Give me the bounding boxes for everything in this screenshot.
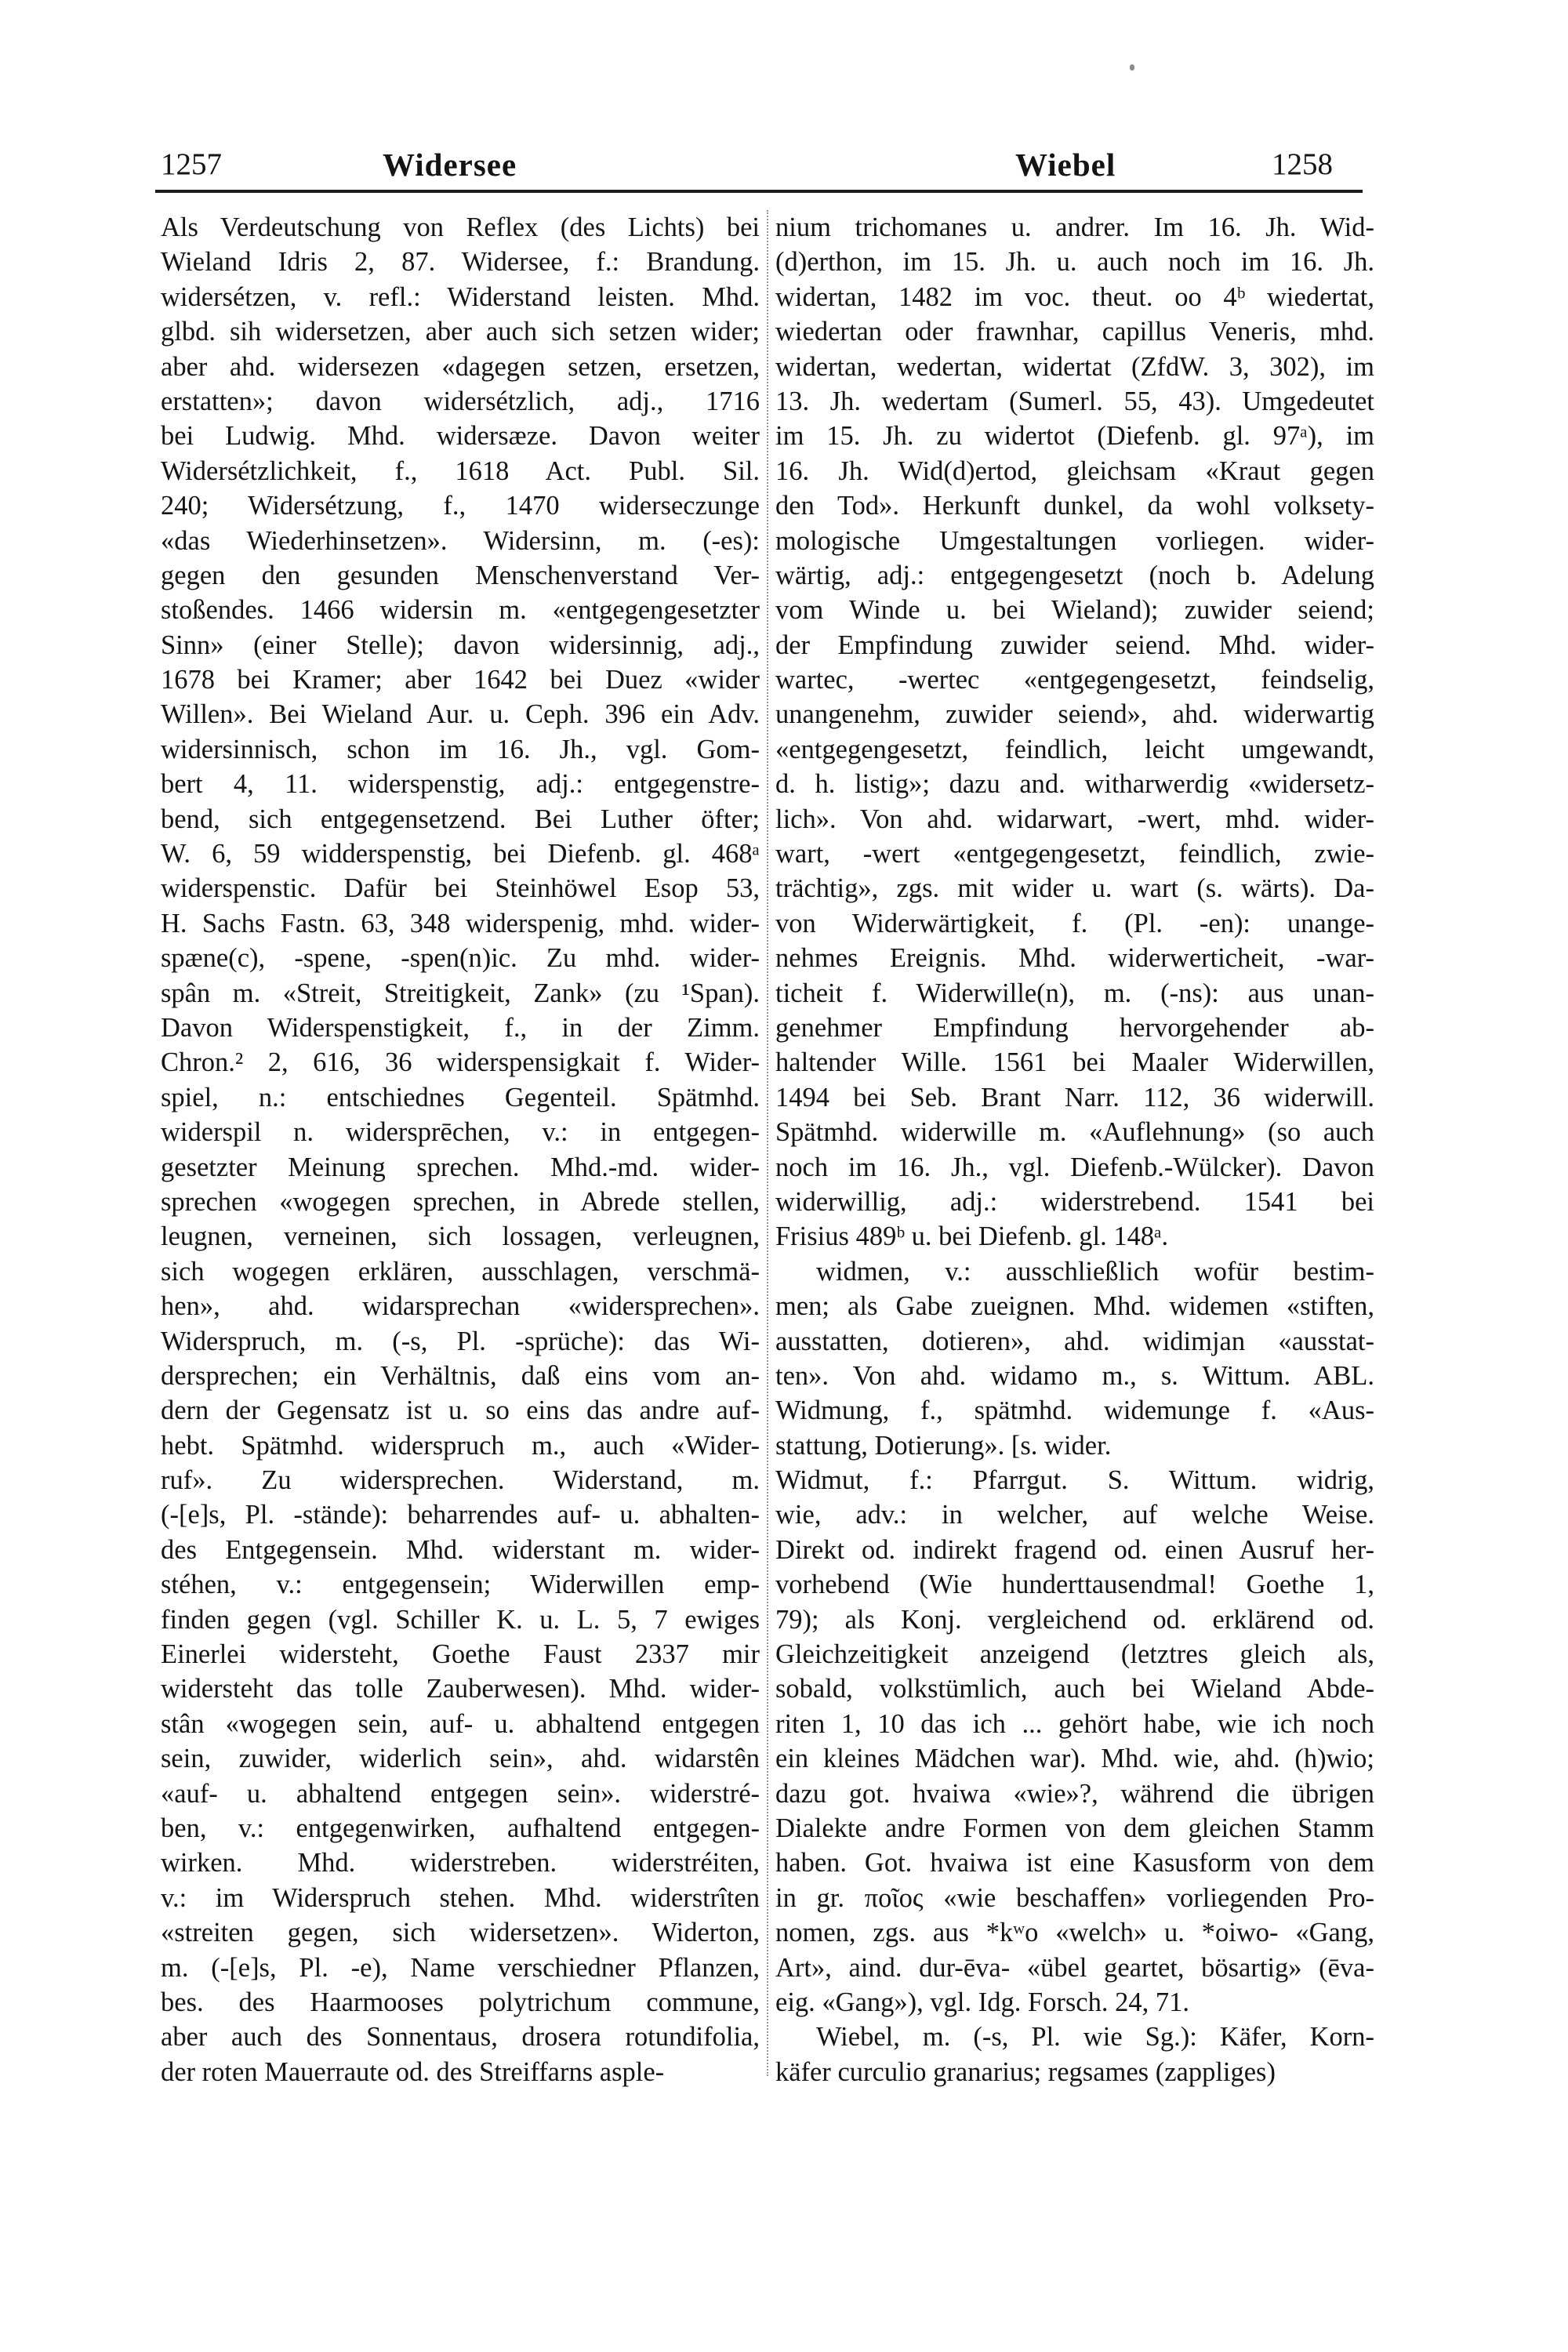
header-rule [155, 190, 1363, 193]
text-line: ben, v.: entgegenwirken, aufhaltend entgegen- [161, 1813, 760, 1843]
text-line: spiel, n.: entschiednes Gegenteil. Spätmhd. [161, 1082, 760, 1112]
text-line: sein, zuwider, widerlich sein», ahd. widarstên [161, 1744, 760, 1774]
text-line: widersinnisch, schon im 16. Jh., vgl. Gom- [161, 734, 760, 764]
text-line: widerspil n. widersprēchen, v.: in entgegen- [161, 1117, 760, 1148]
text-line: erstatten»; davon widersétzlich, adj., 1716 [161, 386, 760, 416]
text-line: nium trichomanes u. andrer. Im 16. Jh. Wid- [775, 212, 1374, 242]
text-line: genehmer Empfindung hervorgehender ab- [775, 1012, 1374, 1043]
text-line: stattung, Dotierung». [s. wider. [775, 1430, 1112, 1461]
text-line: leugnen, verneinen, sich lossagen, verleugnen, [161, 1221, 760, 1252]
text-line: wirken. Mhd. widerstreben. widerstréiten, [161, 1848, 760, 1878]
text-line: in gr. ποῖος «wie beschaffen» vorliegenden Pro- [775, 1882, 1374, 1913]
text-line: widerwillig, adj.: widerstrebend. 1541 bei [775, 1186, 1374, 1217]
text-line: spæne(c), -spene, -spen(n)ic. Zu mhd. wider- [161, 943, 760, 974]
print-speck [1130, 64, 1134, 71]
text-line: gegen den gesunden Menschenverstand Ver- [161, 560, 760, 590]
text-line: finden gegen (vgl. Schiller K. u. L. 5, 7 ewiges [161, 1604, 760, 1635]
text-line: wart, -wert «entgegengesetzt, feindlich, zwie- [775, 839, 1374, 869]
text-line: mologische Umgestaltungen vorliegen. wider- [775, 525, 1374, 556]
text-line: Art», aind. dur-ēva- «übel geartet, bösartig» (ēva- [775, 1952, 1374, 1983]
text-line: im 15. Jh. zu widertot (Diefenb. gl. 97ᵃ), im [775, 421, 1374, 452]
text-line: riten 1, 10 das ich ... gehört habe, wie ich noch [775, 1708, 1374, 1739]
text-line: Wiebel, m. (-s, Pl. wie Sg.): Käfer, Korn- [816, 2022, 1374, 2053]
text-line: den Tod». Herkunft dunkel, da wohl volksety- [775, 491, 1374, 521]
column-divider [767, 210, 769, 2076]
text-line: 16. Jh. Wid(d)ertod, gleichsam «Kraut gegen [775, 456, 1374, 486]
text-line: Davon Widerspenstigkeit, f., in der Zimm. [161, 1012, 760, 1043]
text-line: dern der Gegensatz ist u. so eins das andre auf- [161, 1396, 760, 1426]
text-line: nomen, zgs. aus *kʷo «welch» u. *oiwo- «Gang, [775, 1918, 1374, 1948]
right-column [775, 210, 1374, 2089]
text-line: (-[e]s, Pl. -stände): beharrendes auf- u. abhalten- [161, 1500, 760, 1530]
text-line: der roten Mauerraute od. des Streiffarns asple- [161, 2056, 665, 2087]
left-column [161, 210, 760, 2089]
text-line: Dialekte andre Formen von dem gleichen Stamm [775, 1813, 1374, 1843]
text-line: aber auch des Sonnentaus, drosera rotundifolia, [161, 2022, 760, 2053]
text-line: trächtig», zgs. mit wider u. wart (s. wärts). Da- [775, 873, 1374, 904]
text-line: widertan, wedertan, widertat (ZfdW. 3, 302), im [775, 351, 1374, 382]
text-line: 13. Jh. wedertam (Sumerl. 55, 43). Umgedeutet [775, 386, 1374, 416]
text-line: käfer curculio granarius; regsames (zappliges) [775, 2056, 1276, 2087]
text-line: sich wogegen erklären, ausschlagen, verschmä- [161, 1256, 760, 1287]
text-line: dersprechen; ein Verhältnis, daß eins vom an- [161, 1360, 760, 1391]
text-line: widersétzen, v. refl.: Widerstand leisten. Mhd. [161, 281, 760, 312]
text-line: der Empfindung zuwider seiend. Mhd. wider- [775, 630, 1374, 660]
text-line: ausstatten, dotieren», ahd. widimjan «ausstat- [775, 1326, 1374, 1356]
text-line: Willen». Bei Wieland Aur. u. Ceph. 396 ein Adv. [161, 699, 760, 730]
right-page-number: 1258 [1272, 147, 1333, 181]
text-line: «das Wiederhinsetzen». Widersinn, m. (-es): [161, 525, 760, 556]
text-line: bei Ludwig. Mhd. widersæze. Davon weiter [161, 421, 760, 452]
text-line: 240; Widersétzung, f., 1470 widerseczunge [161, 491, 760, 521]
text-line: 1678 bei Kramer; aber 1642 bei Duez «wider [161, 665, 760, 695]
text-line: hebt. Spätmhd. widerspruch m., auch «Wider- [161, 1430, 760, 1461]
text-line: nehmes Ereignis. Mhd. widerwerticheit, -war- [775, 943, 1374, 974]
text-line: d. h. listig»; dazu and. witharwerdig «widersetz- [775, 769, 1374, 800]
text-line: (d)erthon, im 15. Jh. u. auch noch im 16. Jh. [775, 247, 1374, 278]
text-line: Widersétzlichkeit, f., 1618 Act. Publ. Sil. [161, 456, 760, 486]
text-line: aber ahd. widersezen «dagegen setzen, ersetzen, [161, 351, 760, 382]
text-line: Gleichzeitigkeit anzeigend (letztres gleich als, [775, 1639, 1374, 1670]
text-line: von Widerwärtigkeit, f. (Pl. -en): unange- [775, 908, 1374, 938]
text-line: «entgegengesetzt, feindlich, leicht umgewandt, [775, 734, 1374, 764]
text-line: Widerspruch, m. (-s, Pl. -sprüche): das Wi- [161, 1326, 760, 1356]
right-running-headword: Wiebel [1015, 147, 1116, 183]
text-line: Sinn» (einer Stelle); davon widersinnig, adj., [161, 630, 760, 660]
text-line: W. 6, 59 widderspenstig, bei Diefenb. gl. 468ᵃ [161, 839, 760, 869]
text-line: hen», ahd. widarsprechan «widersprechen». [161, 1291, 760, 1322]
text-line: widerspenstic. Dafür bei Steinhöwel Esop 53, [161, 873, 760, 904]
left-running-headword: Widersee [383, 147, 517, 183]
left-page-number: 1257 [161, 147, 222, 181]
text-line: bend, sich entgegensetzend. Bei Luther öfter; [161, 804, 760, 834]
text-line: Direkt od. indirekt fragend od. einen Ausruf her- [775, 1534, 1374, 1565]
text-line: sobald, volkstümlich, auch bei Wieland Abde- [775, 1674, 1374, 1704]
text-line: bert 4, 11. widerspenstig, adj.: entgegenstre- [161, 769, 760, 800]
text-line: ein kleines Mädchen war). Mhd. wie, ahd. (h)wio; [775, 1744, 1374, 1774]
text-line: H. Sachs Fastn. 63, 348 widerspenig, mhd. wider- [161, 908, 760, 938]
text-line: widersteht das tolle Zauberwesen). Mhd. wider- [161, 1674, 760, 1704]
text-line: stéhen, v.: entgegensein; Widerwillen emp- [161, 1570, 760, 1600]
text-line: Einerlei widersteht, Goethe Faust 2337 mir [161, 1639, 760, 1670]
text-line: m. (-[e]s, Pl. -e), Name verschiedner Pflanzen, [161, 1952, 760, 1983]
text-line: lich». Von ahd. widarwart, -wert, mhd. wider- [775, 804, 1374, 834]
text-line: Widmung, f., spätmhd. widemunge f. «Aus- [775, 1396, 1374, 1426]
text-line: bes. des Haarmooses polytrichum commune, [161, 1987, 760, 2017]
text-line: stoßendes. 1466 widersin m. «entgegengesetzter [161, 595, 760, 626]
text-line: haltender Wille. 1561 bei Maaler Widerwillen, [775, 1047, 1374, 1078]
text-line: Wieland Idris 2, 87. Widersee, f.: Brandung. [161, 247, 760, 278]
text-line: Spätmhd. widerwille m. «Auflehnung» (so auch [775, 1117, 1374, 1148]
text-line: dazu got. hvaiwa «wie»?, während die übrigen [775, 1778, 1374, 1809]
text-line: gesetzter Meinung sprechen. Mhd.-md. wider- [161, 1152, 760, 1182]
text-line: ten». Von ahd. widamo m., s. Wittum. ABL. [775, 1360, 1374, 1391]
text-line: stân «wogegen sein, auf- u. abhaltend entgegen [161, 1708, 760, 1739]
text-line: wartec, -wertec «entgegengesetzt, feindselig, [775, 665, 1374, 695]
text-line: widmen, v.: ausschließlich wofür bestim- [816, 1256, 1374, 1287]
text-line: wärtig, adj.: entgegengesetzt (noch b. Adelung [775, 560, 1374, 590]
text-line: widertan, 1482 im voc. theut. oo 4ᵇ wiedertat, [775, 281, 1374, 312]
text-line: ruf». Zu widersprechen. Widerstand, m. [161, 1465, 760, 1496]
text-line: men; als Gabe zueignen. Mhd. widemen «stiften, [775, 1291, 1374, 1322]
text-line: eig. «Gang»), vgl. Idg. Forsch. 24, 71. [775, 1987, 1189, 2017]
text-line: Chron.² 2, 616, 36 widerspensigkait f. Wider- [161, 1047, 760, 1078]
text-line: noch im 16. Jh., vgl. Diefenb.-Wülcker). Davon [775, 1152, 1374, 1182]
text-line: v.: im Widerspruch stehen. Mhd. widerstrîten [161, 1882, 760, 1913]
text-line: ticheit f. Widerwille(n), m. (-ns): aus unan- [775, 978, 1374, 1008]
text-line: wie, adv.: in welcher, auf welche Weise. [775, 1500, 1374, 1530]
text-line: unangenehm, zuwider seiend», ahd. widerwartig [775, 699, 1374, 730]
text-line: Frisius 489ᵇ u. bei Diefenb. gl. 148ᵃ. [775, 1221, 1169, 1252]
text-line: spân m. «Streit, Streitigkeit, Zank» (zu ¹Span). [161, 978, 760, 1008]
text-line: «streiten gegen, sich widersetzen». Widerton, [161, 1918, 760, 1948]
text-line: wiedertan oder frawnhar, capillus Veneris, mhd. [775, 317, 1374, 347]
text-line: «auf- u. abhaltend entgegen sein». widerstré- [161, 1778, 760, 1809]
text-line: Widmut, f.: Pfarrgut. S. Wittum. widrig, [775, 1465, 1374, 1496]
text-line: vom Winde u. bei Wieland); zuwider seiend; [775, 595, 1374, 626]
text-line: glbd. sih widersetzen, aber auch sich setzen wider; [161, 317, 760, 347]
text-line: 1494 bei Seb. Brant Narr. 112, 36 widerwill. [775, 1082, 1374, 1112]
text-line: vorhebend (Wie hunderttausendmal! Goethe 1, [775, 1570, 1374, 1600]
text-line: sprechen «wogegen sprechen, in Abrede stellen, [161, 1186, 760, 1217]
text-line: 79); als Konj. vergleichend od. erklärend od. [775, 1604, 1374, 1635]
text-line: Als Verdeutschung von Reflex (des Lichts) bei [161, 212, 760, 242]
text-line: haben. Got. hvaiwa ist eine Kasusform von dem [775, 1848, 1374, 1878]
text-line: des Entgegensein. Mhd. widerstant m. wider- [161, 1534, 760, 1565]
